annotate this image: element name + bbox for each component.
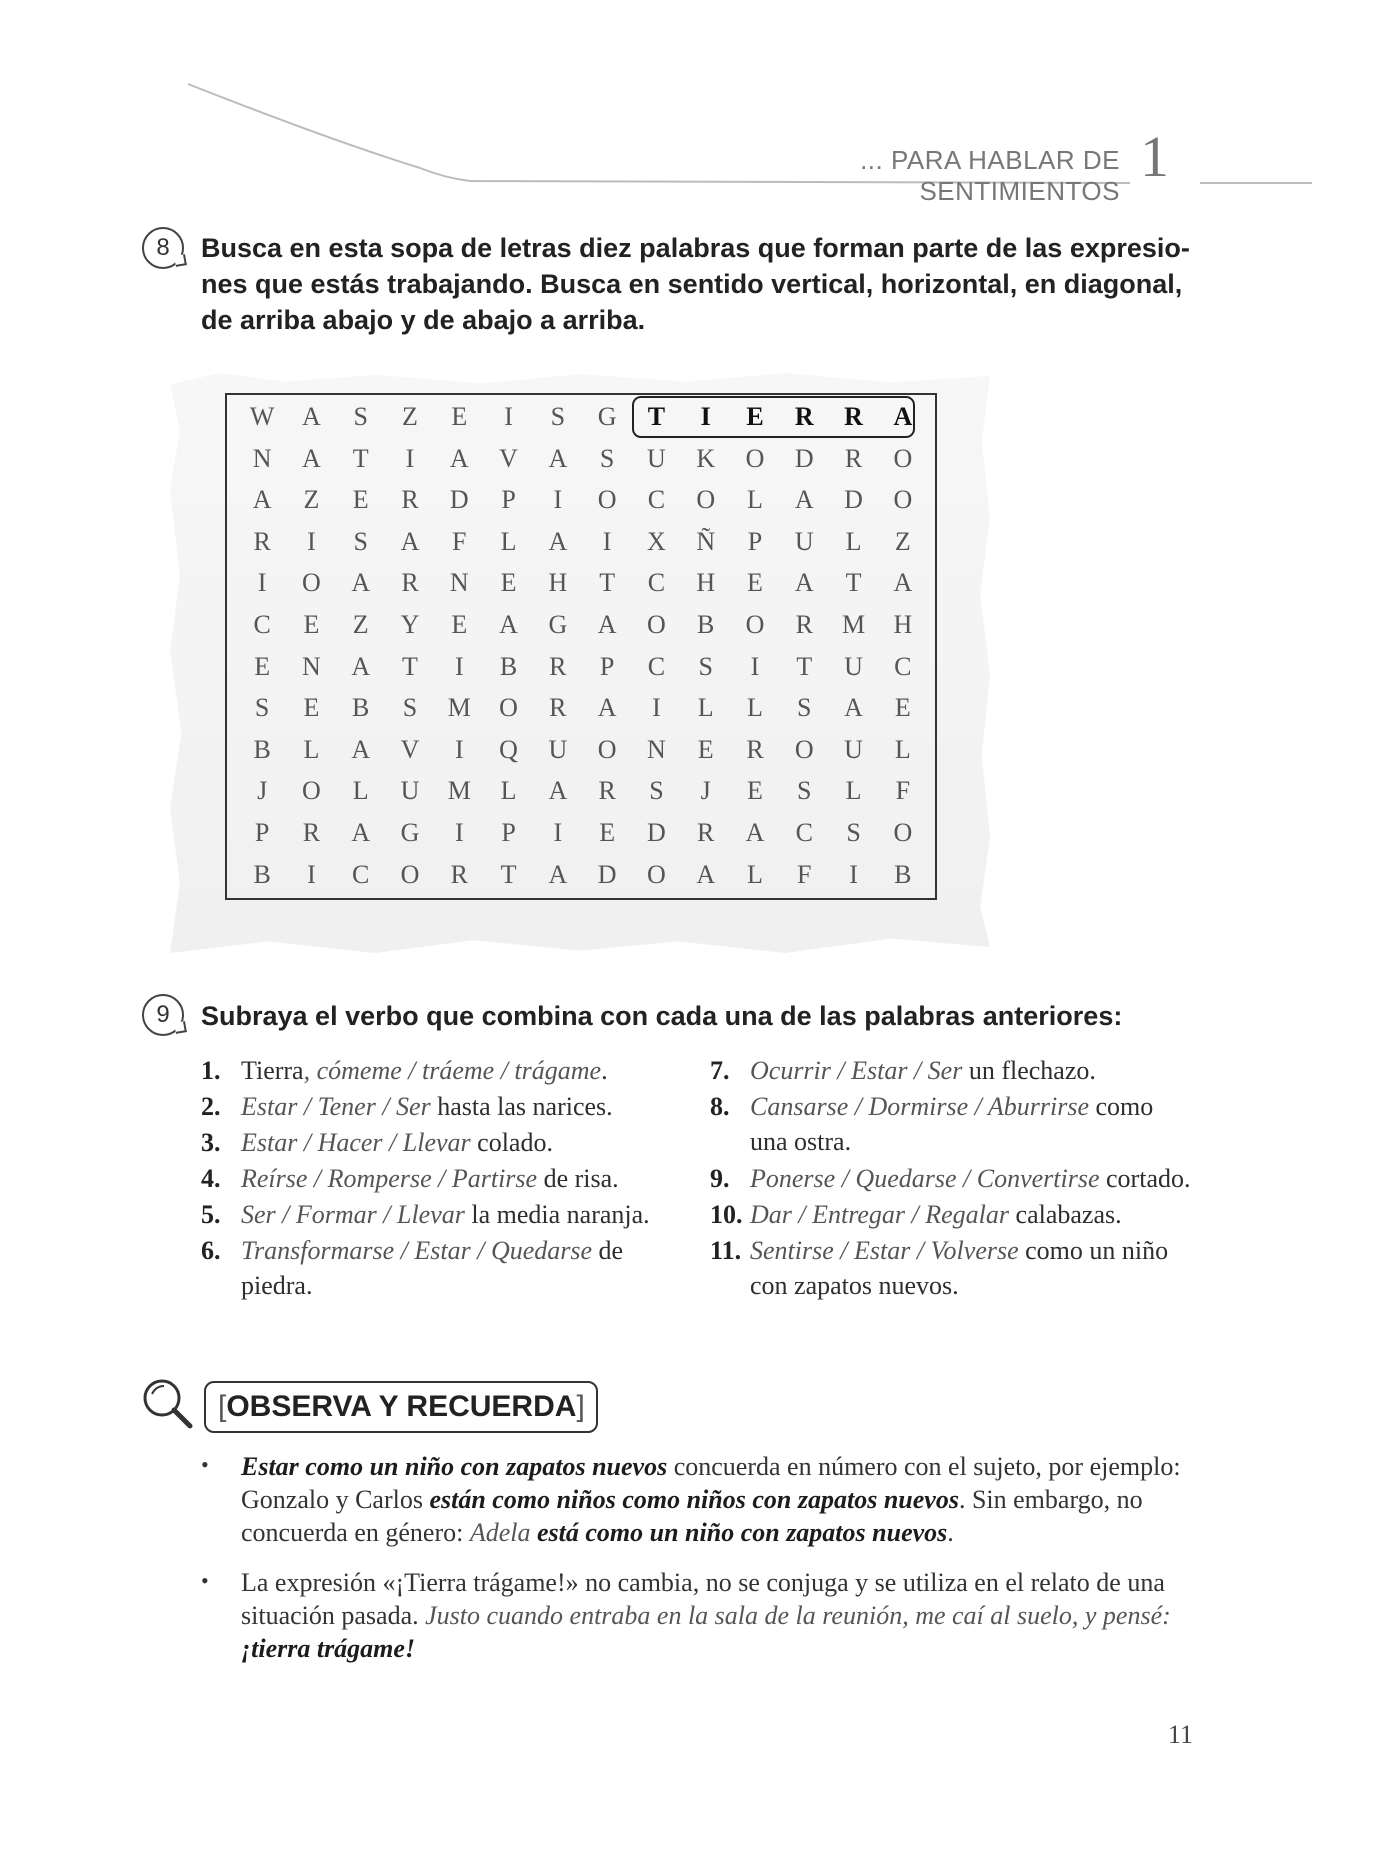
- grid-letter: A: [597, 610, 618, 639]
- grid-row: [238, 396, 928, 438]
- grid-letter: X: [647, 526, 667, 556]
- magnifier-icon: [138, 1374, 198, 1434]
- grid-letter: D: [794, 443, 815, 473]
- grid-letter: C: [894, 651, 913, 681]
- list-item: [201, 1053, 681, 1088]
- grid-letter: R: [795, 610, 814, 639]
- grid-letter: T: [647, 402, 667, 431]
- grid-letter: I: [602, 526, 613, 556]
- grid-letter: R: [598, 776, 617, 806]
- grid-letter: M: [447, 776, 472, 806]
- page-number: 11: [1168, 1720, 1194, 1749]
- grid-letter: O: [647, 610, 667, 639]
- grid-letter: O: [400, 859, 421, 889]
- list-item-fragment: como un niño con zapatos nuevos.: [750, 1236, 1169, 1300]
- verb-options: Transformarse / Estar / Quedarse: [241, 1236, 593, 1265]
- grid-letter: J: [257, 776, 269, 806]
- list-item-number: 7.: [710, 1056, 730, 1085]
- bracket-close: ]: [576, 1390, 585, 1423]
- list-item: [201, 1161, 681, 1196]
- grid-letter: R: [844, 402, 864, 431]
- verb-options: Ponerse / Quedarse / Convertirse: [750, 1164, 1100, 1193]
- grid-letter: T: [599, 568, 617, 598]
- list-item-number: 6.: [201, 1236, 221, 1265]
- bullet-fragment: Estar como un niño con zapatos nuevos: [241, 1452, 668, 1481]
- list-item: [710, 1161, 1200, 1196]
- grid-letter: A: [499, 610, 519, 639]
- grid-letter: O: [745, 443, 766, 473]
- grid-letter: P: [747, 526, 764, 556]
- verb-options: Estar / Tener / Ser: [241, 1092, 431, 1121]
- grid-letter: A: [696, 859, 717, 889]
- grid-letter: L: [352, 776, 370, 806]
- instruction-line: nes que estás trabajando. Busca en sentido vertical, horizontal, en diagonal,: [201, 269, 1183, 299]
- grid-letter: R: [302, 818, 322, 847]
- grid-letter: T: [402, 651, 419, 681]
- grid-letter: T: [500, 859, 518, 889]
- list-item-fragment: como una ostra.: [750, 1092, 1154, 1156]
- verb-options: Reírse / Romperse / Partirse: [241, 1164, 538, 1193]
- grid-letter: A: [351, 651, 372, 681]
- list-item-number: 10.: [710, 1200, 743, 1229]
- grid-letter: E: [747, 776, 764, 806]
- observa-heading: [204, 1381, 598, 1433]
- grid-letter: T: [352, 443, 370, 473]
- grid-letter: P: [599, 651, 616, 681]
- list-item-text: [241, 1233, 661, 1303]
- header-title: ... PARA HABLAR DE SENTIMIENTOS: [860, 145, 1120, 206]
- list-item: [710, 1233, 1170, 1303]
- grid-letter: G: [400, 818, 421, 847]
- grid-letter: S: [353, 402, 369, 431]
- grid-letter: M: [447, 693, 472, 723]
- grid-letter: I: [307, 859, 317, 889]
- grid-letter: L: [697, 693, 715, 723]
- grid-letter: S: [353, 526, 369, 556]
- grid-letter: R: [253, 526, 272, 556]
- grid-letter: C: [795, 818, 814, 847]
- grid-letter: E: [303, 610, 321, 639]
- list-item-fragment: la media naranja.: [464, 1200, 650, 1229]
- grid-letter: I: [750, 651, 761, 681]
- grid-letter: E: [254, 651, 272, 681]
- grid-letter: O: [302, 568, 322, 598]
- grid-letter: H: [893, 610, 914, 639]
- grid-letter: Ñ: [696, 526, 717, 556]
- grid-letter: I: [454, 818, 465, 847]
- chapter-number: 1: [1140, 124, 1169, 189]
- grid-letter: B: [894, 859, 913, 889]
- list-item: [201, 1197, 681, 1232]
- grid-letter: U: [647, 443, 667, 473]
- list-item-text: [241, 1089, 681, 1124]
- grid-row: [238, 438, 928, 480]
- list-item-fragment: .: [601, 1056, 608, 1085]
- grid-letter: I: [504, 402, 514, 431]
- grid-row: [238, 729, 928, 771]
- grid-letter: O: [794, 734, 815, 764]
- grid-letter: B: [697, 610, 716, 639]
- grid-row: [238, 562, 928, 604]
- grid-letter: A: [252, 485, 273, 515]
- grid-row: [238, 604, 928, 646]
- list-item-number: 2.: [201, 1092, 221, 1121]
- grid-letter: R: [549, 651, 568, 681]
- grid-letter: L: [845, 776, 863, 806]
- grid-letter: O: [597, 485, 618, 515]
- grid-letter: A: [597, 693, 618, 723]
- grid-letter: C: [647, 485, 667, 515]
- verb-options: Estar / Hacer / Llevar: [241, 1128, 471, 1157]
- grid-letter: A: [548, 859, 569, 889]
- grid-letter: A: [893, 568, 914, 598]
- bullet-fragment: concuerda en número con el sujeto, por ejemplo: Gonzalo y Carlos: [241, 1452, 1181, 1514]
- list-item-text: [750, 1161, 1200, 1196]
- grid-letter: E: [894, 693, 912, 723]
- exercise-9-instruction: Subraya el verbo que combina con cada una de las palabras anteriores:: [201, 1001, 1123, 1031]
- grid-letter: A: [745, 818, 766, 847]
- bullet-fragment: La expresión «¡Tierra trágame!» no cambia, no se conjuga y se utiliza en el relato de una situación pasada.: [241, 1568, 1165, 1630]
- grid-letter: D: [647, 818, 667, 847]
- grid-letter: V: [400, 734, 421, 764]
- grid-letter: L: [845, 526, 863, 556]
- bullet-fragment: . Sin embargo, no concuerda en género:: [241, 1485, 1143, 1547]
- grid-letter: I: [700, 402, 712, 431]
- grid-letter: G: [597, 402, 618, 431]
- header-rule: [1200, 182, 1312, 184]
- grid-letter: P: [501, 818, 517, 847]
- grid-letter: I: [849, 859, 859, 889]
- grid-letter: S: [599, 443, 616, 473]
- list-item-fragment: un flechazo.: [962, 1056, 1096, 1085]
- grid-letter: I: [257, 568, 268, 598]
- list-item-fragment: de risa.: [537, 1164, 619, 1193]
- grid-letter: Z: [894, 526, 912, 556]
- grid-letter: C: [352, 859, 371, 889]
- grid-letter: O: [696, 485, 717, 515]
- grid-letter: B: [253, 734, 272, 764]
- grid-letter: S: [846, 818, 862, 847]
- grid-letter: L: [303, 734, 321, 764]
- grid-letter: R: [697, 818, 716, 847]
- grid-row: [238, 854, 928, 896]
- grid-letter: S: [797, 693, 813, 723]
- grid-row: [238, 812, 928, 854]
- grid-letter: A: [400, 526, 421, 556]
- grid-letter: E: [599, 818, 617, 847]
- list-item-fragment: Tierra: [241, 1056, 304, 1085]
- grid-letter: D: [597, 859, 618, 889]
- grid-letter: O: [893, 485, 914, 515]
- instruction-line: Busca en esta sopa de letras diez palabras que forman parte de las expresio-: [201, 233, 1190, 263]
- grid-letter: O: [647, 859, 667, 889]
- grid-letter: L: [747, 859, 764, 889]
- grid-letter: J: [700, 776, 712, 806]
- list-item-fragment: hasta las narices.: [430, 1092, 613, 1121]
- grid-letter: C: [647, 651, 667, 681]
- grid-letter: Q: [499, 734, 519, 764]
- grid-letter: S: [402, 693, 419, 723]
- verb-options: Cansarse / Dormirse / Aburrirse: [750, 1092, 1090, 1121]
- grid-letter: E: [451, 402, 469, 431]
- list-item: [710, 1197, 1190, 1232]
- grid-letter: L: [500, 776, 518, 806]
- list-item-fragment: cortado.: [1099, 1164, 1191, 1193]
- grid-letter: U: [794, 526, 815, 556]
- grid-letter: A: [351, 818, 372, 847]
- grid-letter: I: [553, 818, 564, 847]
- list-item-text: [241, 1125, 681, 1160]
- grid-letter: H: [696, 568, 717, 598]
- grid-letter: S: [649, 776, 665, 806]
- grid-letter: A: [893, 402, 914, 431]
- grid-letter: P: [254, 818, 271, 847]
- list-item-number: 4.: [201, 1164, 221, 1193]
- grid-letter: N: [302, 651, 322, 681]
- grid-letter: O: [893, 443, 914, 473]
- grid-letter: N: [252, 443, 273, 473]
- grid-letter: S: [698, 651, 714, 681]
- grid-letter: E: [747, 568, 764, 598]
- grid-letter: O: [893, 818, 914, 847]
- grid-letter: A: [548, 776, 569, 806]
- list-item: [201, 1089, 681, 1124]
- grid-letter: R: [450, 859, 469, 889]
- grid-letter: I: [652, 693, 662, 723]
- grid-letter: N: [449, 568, 470, 598]
- grid-letter: P: [501, 485, 517, 515]
- grid-letter: U: [548, 734, 569, 764]
- list-item: [201, 1233, 661, 1303]
- verb-options: Dar / Entregar / Regalar: [750, 1200, 1010, 1229]
- grid-letter: A: [302, 443, 322, 473]
- grid-letter: R: [401, 568, 420, 598]
- grid-letter: E: [697, 734, 715, 764]
- list-item: [710, 1053, 1190, 1088]
- grid-letter: L: [894, 734, 912, 764]
- grid-row: [238, 646, 928, 688]
- grid-letter: I: [405, 443, 416, 473]
- verb-options: Ocurrir / Estar / Ser: [750, 1056, 963, 1085]
- instruction-line: de arriba abajo y de abajo a arriba.: [201, 305, 646, 335]
- bullet-fragment: Adela: [469, 1518, 531, 1547]
- grid-letter: Z: [402, 402, 419, 431]
- bullet-fragment: está como un niño con zapatos nuevos: [536, 1518, 948, 1547]
- grid-letter: A: [351, 568, 372, 598]
- bullet-marker: •: [201, 1568, 209, 1593]
- grid-letter: F: [452, 526, 468, 556]
- list-item-number: 3.: [201, 1128, 221, 1157]
- exercise-8-instruction: [201, 230, 1201, 338]
- grid-row: [238, 521, 928, 563]
- grid-letter: A: [548, 526, 569, 556]
- list-item-number: 11.: [710, 1236, 742, 1265]
- bullet-text: [241, 1566, 1201, 1665]
- grid-letter: E: [746, 402, 765, 431]
- grid-letter: E: [352, 485, 370, 515]
- exercise-9-number: 9: [142, 994, 184, 1036]
- list-item-text: [750, 1089, 1180, 1159]
- grid-letter: S: [254, 693, 271, 723]
- grid-letter: U: [400, 776, 421, 806]
- bullet-fragment: .: [947, 1518, 954, 1547]
- list-item-text: [750, 1053, 1190, 1088]
- grid-letter: L: [747, 693, 764, 723]
- grid-letter: A: [449, 443, 470, 473]
- grid-letter: A: [794, 568, 815, 598]
- bullet-text: [241, 1450, 1201, 1549]
- grid-letter: E: [500, 568, 518, 598]
- grid-letter: E: [451, 610, 469, 639]
- grid-letter: E: [303, 693, 321, 723]
- grid-letter: A: [548, 443, 569, 473]
- list-item: [710, 1089, 1180, 1159]
- grid-letter: T: [796, 651, 814, 681]
- verb-options: , cómeme / tráeme / trágame: [303, 1056, 602, 1085]
- grid-letter: S: [550, 402, 567, 431]
- grid-letter: U: [844, 651, 864, 681]
- grid-letter: B: [253, 859, 272, 889]
- verb-options: Ser / Formar / Llevar: [241, 1200, 465, 1229]
- grid-letter: O: [745, 610, 766, 639]
- grid-letter: C: [253, 610, 272, 639]
- grid-letter: R: [844, 443, 864, 473]
- grid-letter: N: [647, 734, 667, 764]
- grid-letter: U: [844, 734, 864, 764]
- grid-row: [238, 479, 928, 521]
- grid-letter: A: [844, 693, 864, 723]
- grid-letter: A: [794, 485, 815, 515]
- grid-letter: I: [454, 651, 465, 681]
- bullet-fragment: ¡tierra trágame!: [241, 1634, 416, 1663]
- grid-letter: O: [597, 734, 618, 764]
- grid-letter: Y: [400, 610, 421, 639]
- grid-letter: K: [696, 443, 717, 473]
- list-item-fragment: colado.: [470, 1128, 553, 1157]
- grid-letter: Z: [352, 610, 370, 639]
- grid-letter: I: [307, 526, 317, 556]
- exercise-8-number: 8: [142, 227, 184, 269]
- grid-letter: W: [249, 402, 276, 431]
- grid-letter: T: [845, 568, 863, 598]
- grid-letter: C: [647, 568, 667, 598]
- bracket-open: [: [218, 1390, 227, 1423]
- grid-letter: L: [500, 526, 518, 556]
- bullet-fragment: están como niños como niños con zapatos nuevos: [429, 1485, 959, 1514]
- list-item-number: 9.: [710, 1164, 730, 1193]
- list-item-text: [750, 1233, 1170, 1303]
- list-item-text: [241, 1053, 681, 1088]
- list-item-fragment: calabazas.: [1009, 1200, 1122, 1229]
- grid-letter: F: [797, 859, 813, 889]
- verb-options: Sentirse / Estar / Volverse: [750, 1236, 1019, 1265]
- list-item-number: 8.: [710, 1092, 730, 1121]
- bullet-marker: •: [201, 1452, 209, 1477]
- list-item-text: [750, 1197, 1190, 1232]
- list-item-number: 5.: [201, 1200, 221, 1229]
- grid-row: [238, 687, 928, 729]
- grid-letter: O: [499, 693, 519, 723]
- grid-letter: R: [794, 402, 815, 431]
- grid-letter: B: [352, 693, 371, 723]
- grid-letter: D: [844, 485, 864, 515]
- grid-letter: R: [746, 734, 765, 764]
- grid-letter: A: [302, 402, 322, 431]
- grid-letter: I: [553, 485, 564, 515]
- grid-letter: B: [499, 651, 519, 681]
- grid-letter: O: [302, 776, 322, 806]
- grid-letter: D: [449, 485, 470, 515]
- grid-letter: F: [895, 776, 912, 806]
- observa-title: OBSERVA Y RECUERDA: [226, 1390, 577, 1423]
- list-item-number: 1.: [201, 1056, 221, 1085]
- grid-letter: R: [549, 693, 568, 723]
- grid-letter: R: [401, 485, 420, 515]
- list-item-fragment: de piedra.: [241, 1236, 624, 1300]
- grid-letter: Z: [303, 485, 321, 515]
- bullet-fragment: Justo cuando entraba en la sala de la reunión, me caí al suelo, y pensé:: [425, 1601, 1171, 1630]
- list-item-text: [241, 1161, 681, 1196]
- grid-letter: A: [351, 734, 372, 764]
- grid-letter: G: [548, 610, 569, 639]
- grid-row: [238, 770, 928, 812]
- list-item-text: [241, 1197, 681, 1232]
- grid-letter: V: [499, 443, 519, 473]
- grid-letter: M: [842, 610, 867, 639]
- grid-letter: H: [548, 568, 569, 598]
- grid-letter: I: [454, 734, 465, 764]
- list-item: [201, 1125, 681, 1160]
- grid-letter: L: [747, 485, 764, 515]
- grid-letter: S: [797, 776, 813, 806]
